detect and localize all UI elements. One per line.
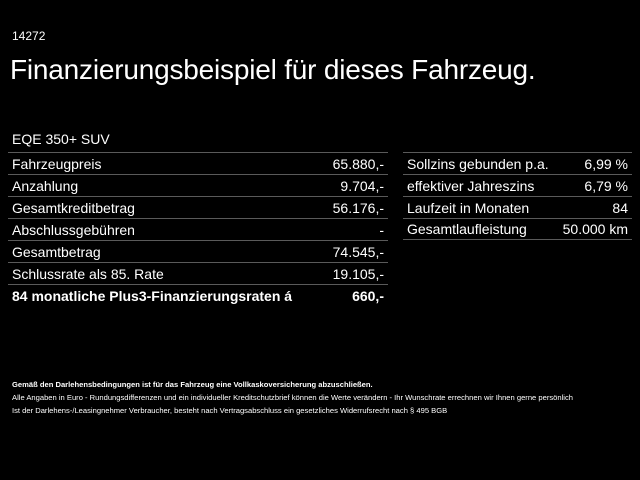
row-value: 74.545,-: [332, 243, 384, 260]
row-value: 6,79 %: [584, 177, 628, 194]
insurance-note: Gemäß den Darlehensbedingungen ist für das Fahrzeug eine Vollkaskoversicherung abzuschließen.: [12, 380, 373, 389]
table-row: [403, 218, 632, 240]
row-value: -: [379, 221, 384, 238]
table-row: [8, 152, 388, 174]
row-label: 84 monatliche Plus3-Finanzierungsraten á: [12, 287, 293, 304]
table-row: [8, 218, 388, 240]
row-label: Anzahlung: [12, 177, 79, 194]
row-label: Gesamtkreditbetrag: [12, 199, 135, 216]
disclaimer-line: Alle Angaben in Euro - Rundungsdifferenzen und ein individueller Kreditschutzbrief können die Werte verändern - Ihr Wunschrate errechnen wir Ihnen gerne persönlich: [12, 393, 574, 402]
row-value: 65.880,-: [332, 155, 384, 172]
row-value: 6,99 %: [584, 155, 628, 172]
row-value: 50.000 km: [562, 221, 628, 237]
footnotes: [12, 378, 622, 417]
row-label: Laufzeit in Monaten: [407, 199, 530, 216]
row-label: Fahrzeugpreis: [12, 155, 102, 172]
reference-number: 14272: [12, 29, 46, 43]
row-value: 56.176,-: [332, 199, 384, 216]
model-name: EQE 350+ SUV: [12, 131, 110, 147]
row-value: 19.105,-: [332, 265, 384, 282]
row-value: 660,-: [352, 287, 384, 304]
table-row: [403, 196, 632, 218]
table-row: [403, 152, 632, 174]
table-row: [8, 196, 388, 218]
row-label: Schlussrate als 85. Rate: [12, 265, 164, 282]
row-label: Sollzins gebunden p.a.: [407, 155, 549, 172]
row-value: 9.704,-: [340, 177, 384, 194]
row-label: effektiver Jahreszins: [407, 177, 535, 194]
table-row: [8, 174, 388, 196]
financing-table: [8, 152, 388, 306]
monthly-rate-row: [8, 284, 388, 306]
row-value: 84: [612, 199, 628, 216]
row-label: Abschlussgebühren: [12, 221, 135, 238]
interest-table: [403, 152, 632, 240]
table-row: [403, 174, 632, 196]
headline: Finanzierungsbeispiel für dieses Fahrzeug.: [10, 54, 536, 85]
table-row: [8, 262, 388, 284]
row-label: Gesamtbetrag: [12, 243, 101, 260]
revocation-note: Ist der Darlehens-/Leasingnehmer Verbraucher, besteht nach Vertragsabschluss ein gesetzliches Widerrufsrecht nach § 495 BGB: [12, 406, 448, 415]
table-row: [8, 240, 388, 262]
row-label: Gesamtlaufleistung: [407, 221, 527, 237]
